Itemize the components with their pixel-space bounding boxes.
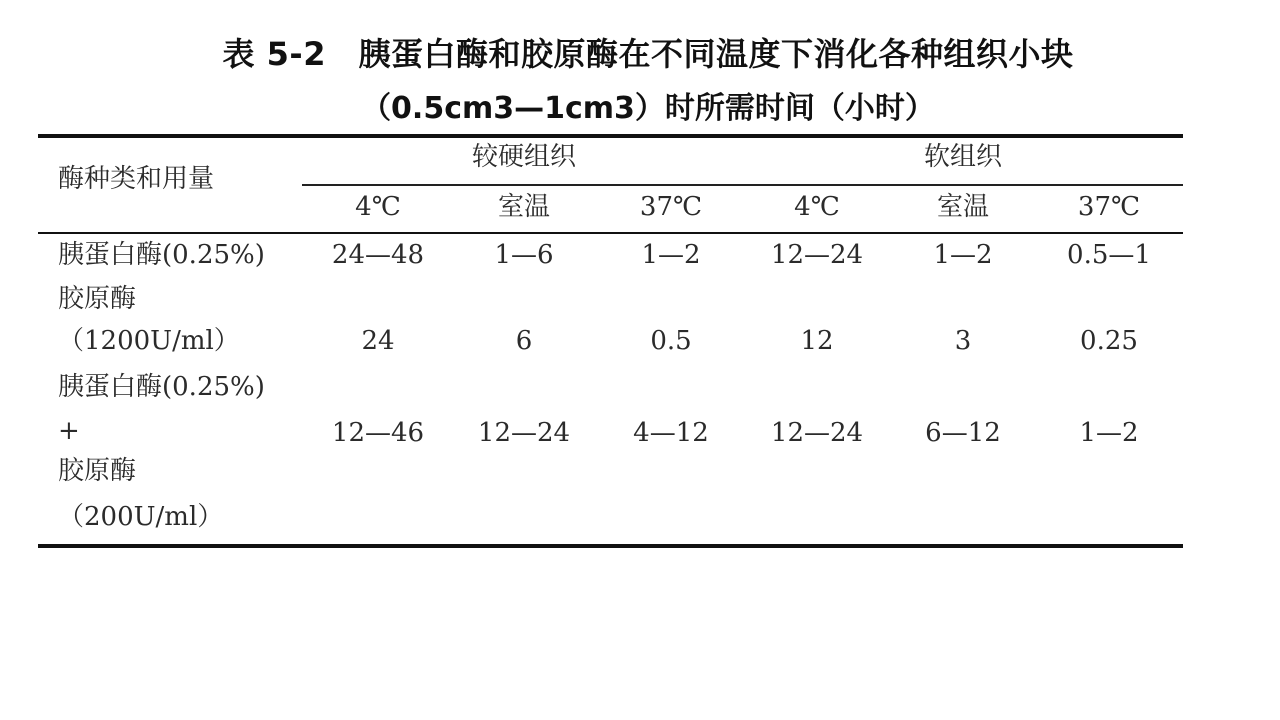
row-label-trypsin: 胰蛋白酶(0.25%) <box>58 240 265 270</box>
table-top-rule <box>38 134 1183 138</box>
column-header: 室温 <box>497 192 551 222</box>
table-title-line-2: （0.5cm3—1cm3）时所需时间（小时） <box>361 91 935 126</box>
column-header: 4℃ <box>794 192 840 222</box>
column-header: 4℃ <box>355 192 401 222</box>
group-header-soft-tissue: 软组织 <box>923 142 1003 172</box>
table-bottom-rule <box>38 544 1183 548</box>
group-header-hard-tissue: 较硬组织 <box>471 142 577 172</box>
row-label-collagenase-dose: （1200U/ml） <box>58 326 240 356</box>
table-cell: 0.25 <box>1080 326 1138 356</box>
column-group-rule <box>302 184 1183 186</box>
table-cell: 6—12 <box>925 418 1001 448</box>
table-cell: 12—46 <box>331 418 425 448</box>
table-cell: 1—6 <box>494 240 554 270</box>
table-cell: 0.5 <box>650 326 692 356</box>
table-cell: 4—12 <box>633 418 709 448</box>
table-cell: 1—2 <box>933 240 993 270</box>
row-label-combined-dose: （200U/ml） <box>58 502 224 532</box>
table-cell: 12—24 <box>770 418 864 448</box>
row-label-combined-collagenase: 胶原酶 <box>58 456 137 486</box>
column-header: 37℃ <box>639 192 703 222</box>
row-label-combined: 胰蛋白酶(0.25%) <box>58 372 265 402</box>
table-cell: 12 <box>800 326 834 356</box>
table-cell: 12—24 <box>770 240 864 270</box>
column-header: 37℃ <box>1077 192 1141 222</box>
table-cell: 0.5—1 <box>1067 240 1151 270</box>
table-cell: 1—2 <box>1079 418 1139 448</box>
table-cell: 6 <box>515 326 533 356</box>
row-header-label: 酶种类和用量 <box>58 164 215 194</box>
table-cell: 3 <box>954 326 972 356</box>
row-label-collagenase: 胶原酶 <box>58 284 137 314</box>
table-header-rule <box>38 232 1183 234</box>
table-cell: 24—48 <box>331 240 425 270</box>
table-cell: 24 <box>361 326 395 356</box>
table-cell: 12—24 <box>477 418 571 448</box>
row-label-plus: + <box>58 416 80 446</box>
column-header: 室温 <box>936 192 990 222</box>
table-title-line-1: 表 5-2 胰蛋白酶和胶原酶在不同温度下消化各种组织小块 <box>222 35 1074 73</box>
table-cell: 1—2 <box>641 240 701 270</box>
